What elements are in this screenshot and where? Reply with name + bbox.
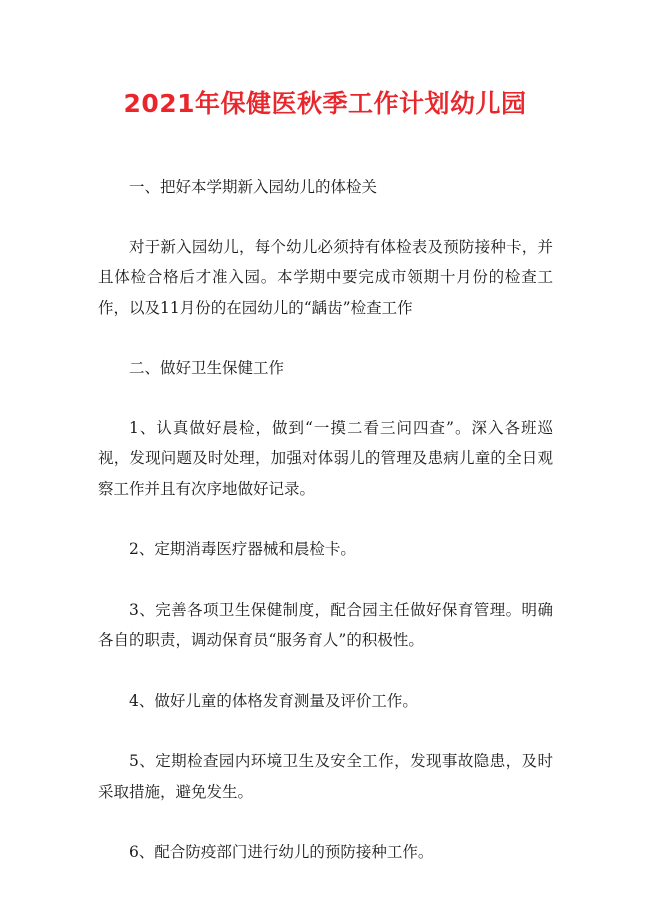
list-item-3: 3、完善各项卫生保健制度，配合园主任做好保育管理。明确各自的职责，调动保育员“服务育人”的积极性。 bbox=[98, 600, 553, 649]
list-item-4: 4、做好儿童的体格发育测量及评价工作。 bbox=[129, 691, 418, 710]
document-title: 2021年保健医秋季工作计划幼儿园 bbox=[123, 89, 527, 118]
section-heading-2: 二、做好卫生保健工作 bbox=[129, 359, 285, 377]
section-heading-1: 一、把好本学期新入园幼儿的体检关 bbox=[129, 178, 378, 196]
list-item-5: 5、定期检查园内环境卫生及安全工作，发现事故隐患，及时采取措施，避免发生。 bbox=[98, 752, 553, 801]
paragraph-new-entrant-checkup: 对于新入园幼儿，每个幼儿必须持有体检表及预防接种卡，并且体检合格后才准入园。本学期中要完成市领期十月份的检查工作，以及11月份的在园幼儿的“龋齿”检查工作 bbox=[98, 237, 553, 317]
list-item-1: 1、认真做好晨检，做到“一摸二看三问四查”。深入各班巡视，发现问题及时处理，加强对体弱儿的管理及患病儿童的全日观察工作并且有次序地做好记录。 bbox=[98, 418, 553, 498]
list-item-6: 6、配合防疫部门进行幼儿的预防接种工作。 bbox=[129, 843, 434, 861]
document-body bbox=[98, 172, 553, 898]
list-item-2: 2、定期消毒医疗器械和晨检卡。 bbox=[129, 540, 356, 558]
